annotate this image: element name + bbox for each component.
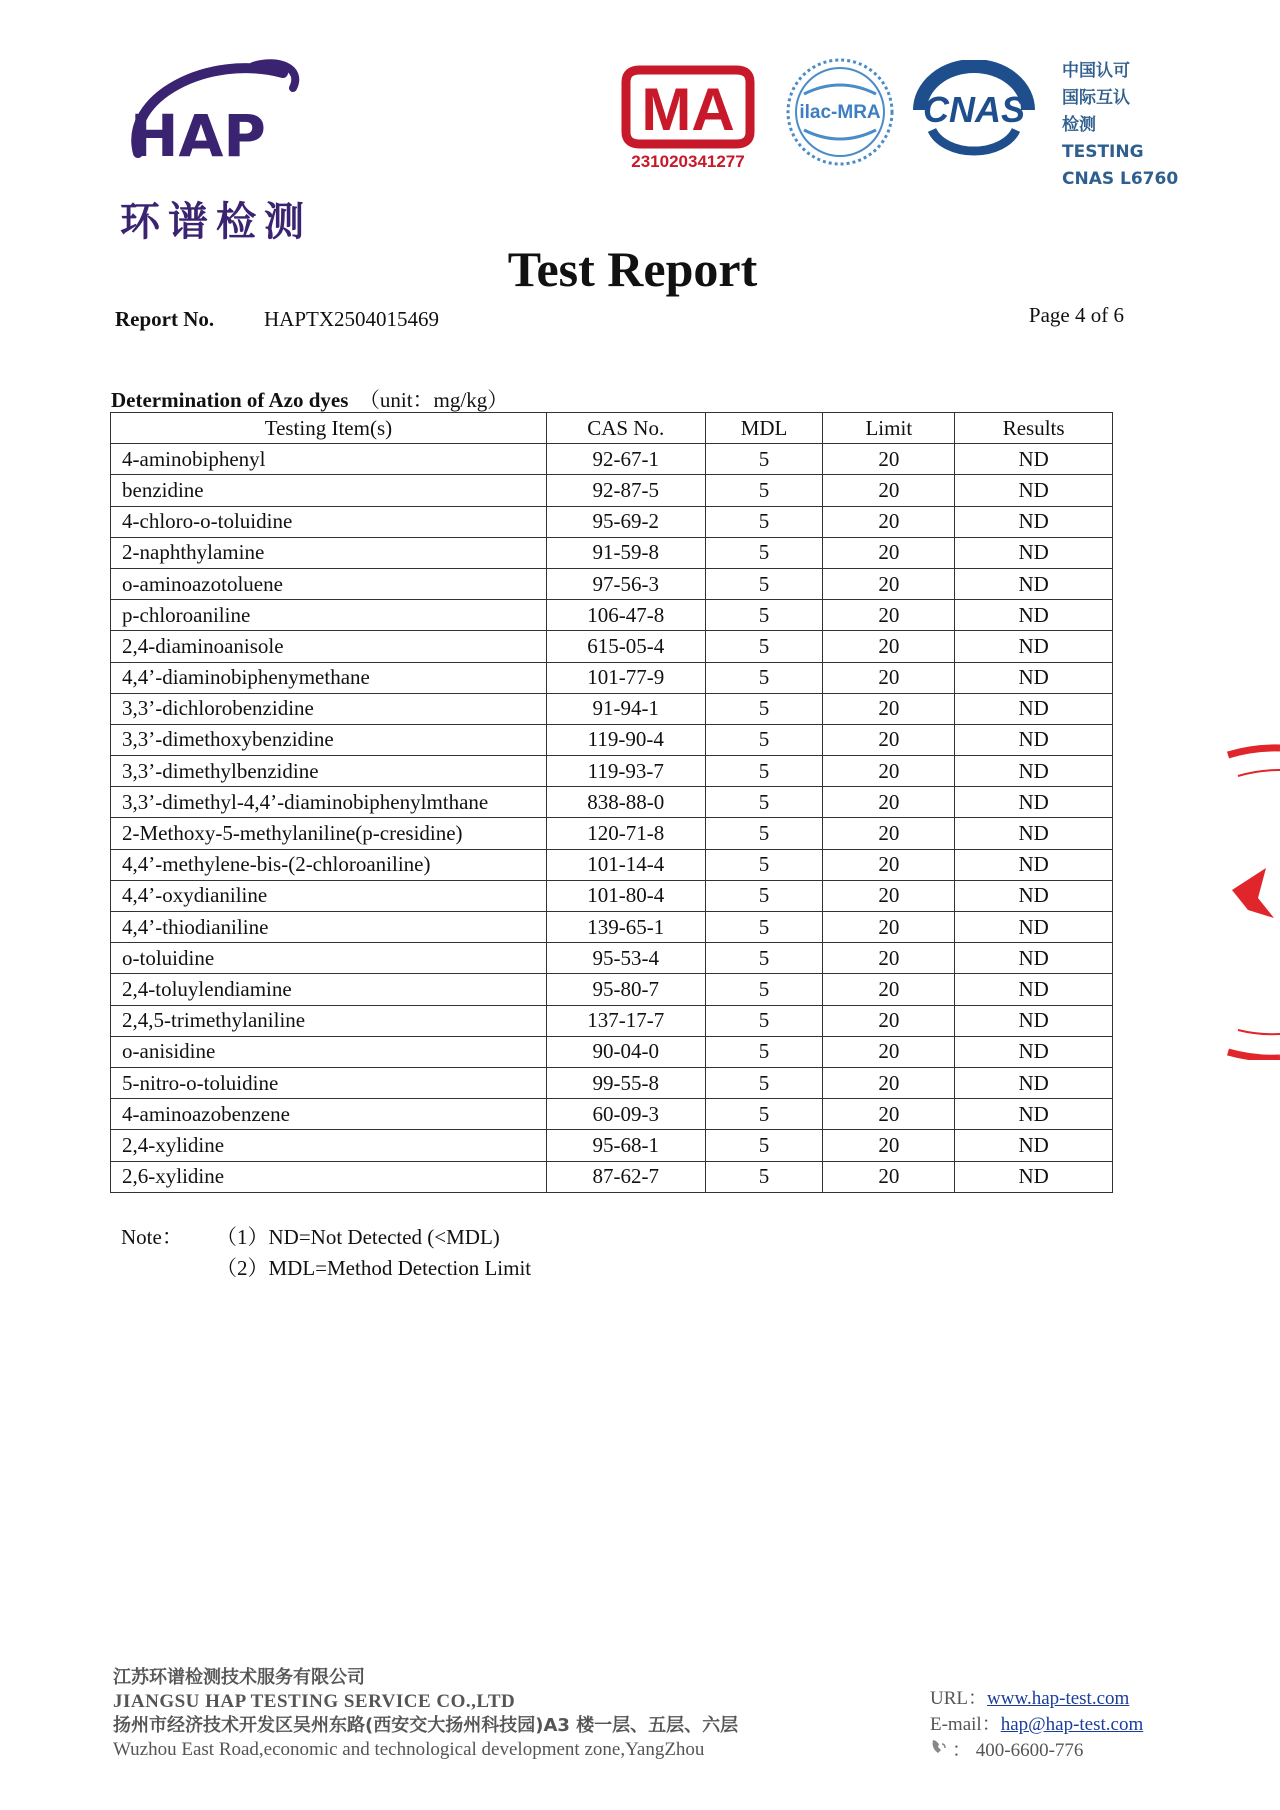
cell-limit: 20 (823, 943, 955, 974)
cell-result: ND (955, 787, 1113, 818)
table-row (111, 880, 1113, 911)
cell-cas-no: 119-90-4 (546, 724, 705, 755)
cell-mdl: 5 (705, 787, 823, 818)
cell-limit: 20 (823, 1161, 955, 1192)
cell-mdl: 5 (705, 662, 823, 693)
cell-result: ND (955, 1161, 1113, 1192)
table-row (111, 662, 1113, 693)
cell-limit: 20 (823, 1099, 955, 1130)
header-mdl: MDL (705, 413, 823, 444)
cell-testing-item: 2,4,5-trimethylaniline (111, 1005, 547, 1036)
cell-limit: 20 (823, 568, 955, 599)
cell-cas-no: 91-59-8 (546, 537, 705, 568)
svg-text:ilac-MRA: ilac-MRA (799, 102, 881, 123)
azo-dyes-table (110, 412, 1113, 1193)
cell-limit: 20 (823, 1130, 955, 1161)
cell-result: ND (955, 537, 1113, 568)
website-link[interactable]: www.hap-test.com (987, 1688, 1130, 1709)
hap-logo-chinese: 环谱检测 (120, 199, 312, 245)
table-row (111, 600, 1113, 631)
cell-mdl: 5 (705, 818, 823, 849)
cell-result: ND (955, 475, 1113, 506)
ilac-mra-logo (784, 56, 896, 168)
company-name-en: JIANGSU HAP TESTING SERVICE CO.,LTD (113, 1691, 516, 1712)
cell-limit: 20 (823, 974, 955, 1005)
cell-mdl: 5 (705, 537, 823, 568)
cell-limit: 20 (823, 787, 955, 818)
cell-testing-item: 4,4’-methylene-bis-(2-chloroaniline) (111, 849, 547, 880)
email-label: E-mail： (930, 1714, 1001, 1735)
address-cn: 扬州市经济技术开发区吴州东路(西安交大扬州科技园)A3 楼一层、五层、六层 (113, 1715, 739, 1736)
cell-mdl: 5 (705, 849, 823, 880)
cell-mdl: 5 (705, 600, 823, 631)
cell-result: ND (955, 1036, 1113, 1067)
svg-text:CNAS: CNAS (922, 89, 1026, 130)
table-row (111, 693, 1113, 724)
svg-text:HAP: HAP (130, 102, 266, 170)
note-label: Note： (121, 1225, 183, 1249)
cell-mdl: 5 (705, 1099, 823, 1130)
table-row (111, 724, 1113, 755)
svg-text:MA: MA (641, 76, 735, 143)
cell-testing-item: o-aminoazotoluene (111, 568, 547, 599)
cell-cas-no: 99-55-8 (546, 1067, 705, 1098)
cnas-logo (910, 60, 1038, 160)
cell-testing-item: 3,3’-dimethoxybenzidine (111, 724, 547, 755)
cell-cas-no: 101-77-9 (546, 662, 705, 693)
cell-cas-no: 95-80-7 (546, 974, 705, 1005)
table-row (111, 912, 1113, 943)
cell-limit: 20 (823, 1005, 955, 1036)
table-row (111, 974, 1113, 1005)
cell-mdl: 5 (705, 693, 823, 724)
table-row (111, 1036, 1113, 1067)
table-row (111, 756, 1113, 787)
cell-testing-item: 2-Methoxy-5-methylaniline(p-cresidine) (111, 818, 547, 849)
cell-cas-no: 137-17-7 (546, 1005, 705, 1036)
cell-mdl: 5 (705, 568, 823, 599)
cell-mdl: 5 (705, 1130, 823, 1161)
cell-cas-no: 119-93-7 (546, 756, 705, 787)
cell-limit: 20 (823, 849, 955, 880)
cell-cas-no: 101-80-4 (546, 880, 705, 911)
page-title: Test Report (507, 241, 758, 297)
cell-cas-no: 60-09-3 (546, 1099, 705, 1130)
cell-result: ND (955, 943, 1113, 974)
cell-limit: 20 (823, 818, 955, 849)
url-label: URL： (930, 1688, 988, 1709)
table-row (111, 1130, 1113, 1161)
cell-testing-item: 4-chloro-o-toluidine (111, 506, 547, 537)
cell-limit: 20 (823, 912, 955, 943)
cell-testing-item: 2-naphthylamine (111, 537, 547, 568)
table-row (111, 943, 1113, 974)
table-row (111, 818, 1113, 849)
cell-testing-item: o-anisidine (111, 1036, 547, 1067)
cell-cas-no: 87-62-7 (546, 1161, 705, 1192)
cell-cas-no: 106-47-8 (546, 600, 705, 631)
cell-result: ND (955, 600, 1113, 631)
cell-testing-item: 4,4’-thiodianiline (111, 912, 547, 943)
cell-result: ND (955, 506, 1113, 537)
cell-result: ND (955, 1005, 1113, 1036)
table-row (111, 444, 1113, 475)
cell-mdl: 5 (705, 506, 823, 537)
note-item: （1）ND=Not Detected (<MDL) (216, 1225, 500, 1249)
cell-result: ND (955, 974, 1113, 1005)
cell-cas-no: 139-65-1 (546, 912, 705, 943)
cell-testing-item: 2,4-xylidine (111, 1130, 547, 1161)
cell-limit: 20 (823, 1036, 955, 1067)
company-name-cn: 江苏环谱检测技术服务有限公司 (113, 1667, 365, 1688)
hap-logo (118, 58, 308, 188)
cell-cas-no: 90-04-0 (546, 1036, 705, 1067)
cell-mdl: 5 (705, 1036, 823, 1067)
cell-testing-item: 2,6-xylidine (111, 1161, 547, 1192)
header-testing-item: Testing Item(s) (111, 413, 547, 444)
cell-result: ND (955, 1067, 1113, 1098)
table-row (111, 787, 1113, 818)
cell-limit: 20 (823, 724, 955, 755)
header-results: Results (955, 413, 1113, 444)
cell-result: ND (955, 724, 1113, 755)
table-row (111, 537, 1113, 568)
report-number-label: Report No. (115, 307, 215, 331)
accreditation-text: 中国认可 国际互认 检测 TESTING CNAS L6760 (1062, 61, 1179, 189)
cell-mdl: 5 (705, 943, 823, 974)
cell-testing-item: benzidine (111, 475, 547, 506)
cell-cas-no: 97-56-3 (546, 568, 705, 599)
cell-result: ND (955, 880, 1113, 911)
cell-result: ND (955, 1130, 1113, 1161)
cell-result: ND (955, 1099, 1113, 1130)
cell-result: ND (955, 849, 1113, 880)
cell-limit: 20 (823, 631, 955, 662)
header-limit: Limit (823, 413, 955, 444)
cell-mdl: 5 (705, 912, 823, 943)
cell-testing-item: 3,3’-dichlorobenzidine (111, 693, 547, 724)
cell-mdl: 5 (705, 1067, 823, 1098)
phone-number: 400-6600-776 (975, 1740, 1084, 1761)
cell-limit: 20 (823, 880, 955, 911)
header-cas-no: CAS No. (546, 413, 705, 444)
cell-mdl: 5 (705, 1161, 823, 1192)
cell-mdl: 5 (705, 756, 823, 787)
cell-testing-item: 2,4-diaminoanisole (111, 631, 547, 662)
table-row (111, 631, 1113, 662)
table-row (111, 1161, 1113, 1192)
cma-number: 231020341277 (631, 152, 745, 171)
cell-result: ND (955, 568, 1113, 599)
cell-cas-no: 95-53-4 (546, 943, 705, 974)
cell-result: ND (955, 818, 1113, 849)
cell-result: ND (955, 631, 1113, 662)
cell-mdl: 5 (705, 631, 823, 662)
note-item: （2）MDL=Method Detection Limit (216, 1256, 532, 1280)
notes (121, 1222, 531, 1284)
footer-contact: URL：www.hap-test.com E-mail：hap@hap-test.com ： 400-6600-776 (930, 1686, 1143, 1764)
table-row (111, 1067, 1113, 1098)
cell-cas-no: 95-69-2 (546, 506, 705, 537)
cell-cas-no: 120-71-8 (546, 818, 705, 849)
cell-cas-no: 615-05-4 (546, 631, 705, 662)
cell-mdl: 5 (705, 724, 823, 755)
phone-icon (930, 1738, 952, 1764)
cell-result: ND (955, 912, 1113, 943)
cell-result: ND (955, 444, 1113, 475)
cell-limit: 20 (823, 600, 955, 631)
cell-testing-item: p-chloroaniline (111, 600, 547, 631)
table-row (111, 1099, 1113, 1130)
cell-testing-item: 3,3’-dimethyl-4,4’-diaminobiphenylmthane (111, 787, 547, 818)
cell-mdl: 5 (705, 1005, 823, 1036)
cell-limit: 20 (823, 475, 955, 506)
cell-limit: 20 (823, 506, 955, 537)
cell-testing-item: o-toluidine (111, 943, 547, 974)
table-header-row (111, 413, 1113, 444)
cell-result: ND (955, 662, 1113, 693)
cell-result: ND (955, 756, 1113, 787)
email-link[interactable]: hap@hap-test.com (1000, 1714, 1144, 1735)
cell-result: ND (955, 693, 1113, 724)
cell-limit: 20 (823, 444, 955, 475)
table-row (111, 1005, 1113, 1036)
cell-mdl: 5 (705, 880, 823, 911)
cell-cas-no: 95-68-1 (546, 1130, 705, 1161)
cell-testing-item: 3,3’-dimethylbenzidine (111, 756, 547, 787)
cell-cas-no: 101-14-4 (546, 849, 705, 880)
address-en: Wuzhou East Road,economic and technological development zone,YangZhou (113, 1739, 705, 1760)
cell-cas-no: 92-87-5 (546, 475, 705, 506)
company-seal (1218, 740, 1280, 1060)
table-row (111, 475, 1113, 506)
cell-mdl: 5 (705, 475, 823, 506)
footer-company (113, 1666, 738, 1762)
cell-mdl: 5 (705, 444, 823, 475)
cell-testing-item: 4,4’-oxydianiline (111, 880, 547, 911)
cell-testing-item: 4,4’-diaminobiphenymethane (111, 662, 547, 693)
table-row (111, 506, 1113, 537)
cell-cas-no: 92-67-1 (546, 444, 705, 475)
cell-limit: 20 (823, 1067, 955, 1098)
cell-limit: 20 (823, 537, 955, 568)
cell-cas-no: 91-94-1 (546, 693, 705, 724)
cell-testing-item: 4-aminobiphenyl (111, 444, 547, 475)
cell-testing-item: 4-aminoazobenzene (111, 1099, 547, 1130)
cell-limit: 20 (823, 662, 955, 693)
cell-testing-item: 2,4-toluylendiamine (111, 974, 547, 1005)
table-row (111, 849, 1113, 880)
cell-mdl: 5 (705, 974, 823, 1005)
cell-limit: 20 (823, 756, 955, 787)
page-indicator: Page 4 of 6 (1028, 303, 1124, 327)
section-title: Determination of Azo dyes （unit：mg/kg） (111, 388, 509, 412)
table-row (111, 568, 1113, 599)
cell-testing-item: 5-nitro-o-toluidine (111, 1067, 547, 1098)
cell-cas-no: 838-88-0 (546, 787, 705, 818)
report-number: HAPTX2504015469 (264, 307, 440, 331)
cell-limit: 20 (823, 693, 955, 724)
